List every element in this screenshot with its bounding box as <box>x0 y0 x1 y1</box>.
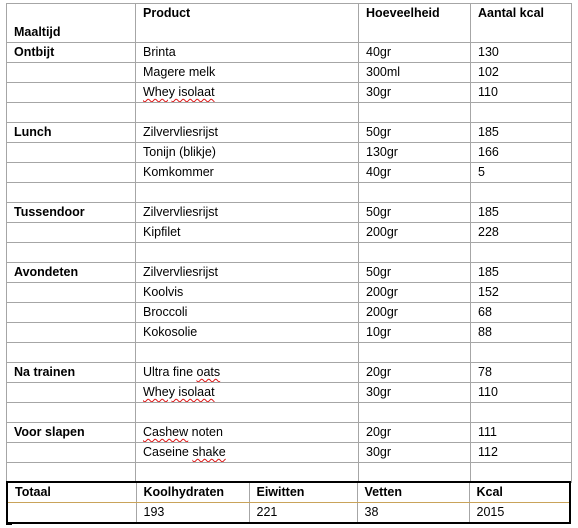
product-kcal: 110 <box>471 83 572 103</box>
product-amount: 20gr <box>359 363 471 383</box>
product-amount: 50gr <box>359 263 471 283</box>
table-row <box>7 263 572 283</box>
meal-table <box>6 3 572 483</box>
table-row <box>7 303 572 323</box>
empty-cell <box>471 403 572 423</box>
product-amount: 20gr <box>359 423 471 443</box>
table-row <box>7 363 572 383</box>
spellcheck-flagged-word: shake <box>192 445 226 459</box>
overflow-text-fragment <box>6 524 12 525</box>
meal-name: Na trainen <box>7 363 136 383</box>
empty-cell <box>471 183 572 203</box>
product-amount: 40gr <box>359 163 471 183</box>
product-kcal: 185 <box>471 263 572 283</box>
empty-cell <box>7 243 136 263</box>
empty-cell <box>136 183 359 203</box>
empty-cell <box>359 343 471 363</box>
table-header-row <box>7 4 572 43</box>
product-amount: 200gr <box>359 303 471 323</box>
product-name: Tonijn (blikje) <box>136 143 359 163</box>
table-row <box>7 143 572 163</box>
meal-name <box>7 63 136 83</box>
totals-empty-cell <box>7 503 136 524</box>
empty-cell <box>359 103 471 123</box>
meal-name <box>7 323 136 343</box>
empty-cell <box>7 183 136 203</box>
table-row <box>7 323 572 343</box>
product-name: Kokosolie <box>136 323 359 343</box>
product-name: Broccoli <box>136 303 359 323</box>
header-kcal: Aantal kcal <box>471 4 572 43</box>
product-amount: 200gr <box>359 223 471 243</box>
product-kcal: 102 <box>471 63 572 83</box>
meal-name <box>7 83 136 103</box>
product-amount: 10gr <box>359 323 471 343</box>
empty-cell <box>471 463 572 483</box>
product-name: Komkommer <box>136 163 359 183</box>
product-amount: 50gr <box>359 123 471 143</box>
meal-name <box>7 283 136 303</box>
fat-label: Vetten <box>357 482 469 503</box>
table-row <box>7 63 572 83</box>
spacer-row <box>7 183 572 203</box>
spacer-row <box>7 403 572 423</box>
meal-name <box>7 383 136 403</box>
product-kcal: 166 <box>471 143 572 163</box>
product-kcal: 111 <box>471 423 572 443</box>
product-kcal: 78 <box>471 363 572 383</box>
spellcheck-flagged-word: Whey isolaat <box>143 385 215 399</box>
spacer-row <box>7 243 572 263</box>
table-row <box>7 223 572 243</box>
table-row <box>7 443 572 463</box>
spacer-row <box>7 343 572 363</box>
meal-name <box>7 303 136 323</box>
product-kcal: 112 <box>471 443 572 463</box>
product-amount: 300ml <box>359 63 471 83</box>
product-amount: 30gr <box>359 443 471 463</box>
protein-value: 221 <box>249 503 357 524</box>
meal-name: Ontbijt <box>7 43 136 63</box>
product-name <box>136 383 359 403</box>
table-row <box>7 383 572 403</box>
kcal-value: 2015 <box>469 503 570 524</box>
empty-cell <box>136 243 359 263</box>
totals-header-row <box>7 482 570 503</box>
meal-name: Avondeten <box>7 263 136 283</box>
empty-cell <box>136 343 359 363</box>
product-kcal: 152 <box>471 283 572 303</box>
meal-name: Voor slapen <box>7 423 136 443</box>
table-row <box>7 123 572 143</box>
product-kcal: 68 <box>471 303 572 323</box>
table-row <box>7 83 572 103</box>
totals-value-row <box>7 503 570 524</box>
table-row <box>7 203 572 223</box>
header-meal: Maaltijd <box>7 4 136 43</box>
product-name: Kipfilet <box>136 223 359 243</box>
spellcheck-flagged-word: Whey isolaat <box>143 85 215 99</box>
fat-value: 38 <box>357 503 469 524</box>
product-amount: 30gr <box>359 83 471 103</box>
totals-label: Totaal <box>7 482 136 503</box>
protein-label: Eiwitten <box>249 482 357 503</box>
product-name <box>136 443 359 463</box>
product-kcal: 185 <box>471 203 572 223</box>
product-kcal: 185 <box>471 123 572 143</box>
product-name: Koolvis <box>136 283 359 303</box>
product-amount: 200gr <box>359 283 471 303</box>
spacer-row <box>7 463 572 483</box>
empty-cell <box>136 403 359 423</box>
product-name: Magere melk <box>136 63 359 83</box>
product-amount: 50gr <box>359 203 471 223</box>
empty-cell <box>7 403 136 423</box>
empty-cell <box>471 343 572 363</box>
meal-name: Lunch <box>7 123 136 143</box>
product-name: Zilvervliesrijst <box>136 263 359 283</box>
empty-cell <box>359 183 471 203</box>
empty-cell <box>359 463 471 483</box>
meal-name <box>7 143 136 163</box>
empty-cell <box>7 343 136 363</box>
product-name <box>136 83 359 103</box>
empty-cell <box>7 463 136 483</box>
empty-cell <box>359 243 471 263</box>
product-name <box>136 363 359 383</box>
table-row <box>7 43 572 63</box>
spellcheck-flagged-word: Cashew <box>143 425 189 439</box>
spellcheck-flagged-word: oats <box>196 365 221 379</box>
table-row <box>7 423 572 443</box>
product-kcal: 228 <box>471 223 572 243</box>
product-text: Caseine <box>143 445 189 459</box>
product-name: Zilvervliesrijst <box>136 123 359 143</box>
product-kcal: 5 <box>471 163 572 183</box>
spacer-row <box>7 103 572 123</box>
product-kcal: 110 <box>471 383 572 403</box>
product-text: Ultra fine <box>143 365 197 379</box>
product-text: noten <box>188 425 223 439</box>
meal-name <box>7 443 136 463</box>
product-name: Zilvervliesrijst <box>136 203 359 223</box>
meal-name <box>7 163 136 183</box>
empty-cell <box>136 103 359 123</box>
carbs-value: 193 <box>136 503 249 524</box>
table-row <box>7 283 572 303</box>
empty-cell <box>136 463 359 483</box>
empty-cell <box>7 103 136 123</box>
carbs-label: Koolhydraten <box>136 482 249 503</box>
product-amount: 30gr <box>359 383 471 403</box>
header-amount: Hoeveelheid <box>359 4 471 43</box>
totals-table <box>6 481 571 524</box>
product-kcal: 88 <box>471 323 572 343</box>
product-amount: 40gr <box>359 43 471 63</box>
kcal-label: Kcal <box>469 482 570 503</box>
product-kcal: 130 <box>471 43 572 63</box>
product-name: Brinta <box>136 43 359 63</box>
empty-cell <box>471 103 572 123</box>
empty-cell <box>359 403 471 423</box>
meal-name: Tussendoor <box>7 203 136 223</box>
table-row <box>7 163 572 183</box>
meal-name <box>7 223 136 243</box>
product-name <box>136 423 359 443</box>
product-amount: 130gr <box>359 143 471 163</box>
header-product: Product <box>136 4 359 43</box>
empty-cell <box>471 243 572 263</box>
